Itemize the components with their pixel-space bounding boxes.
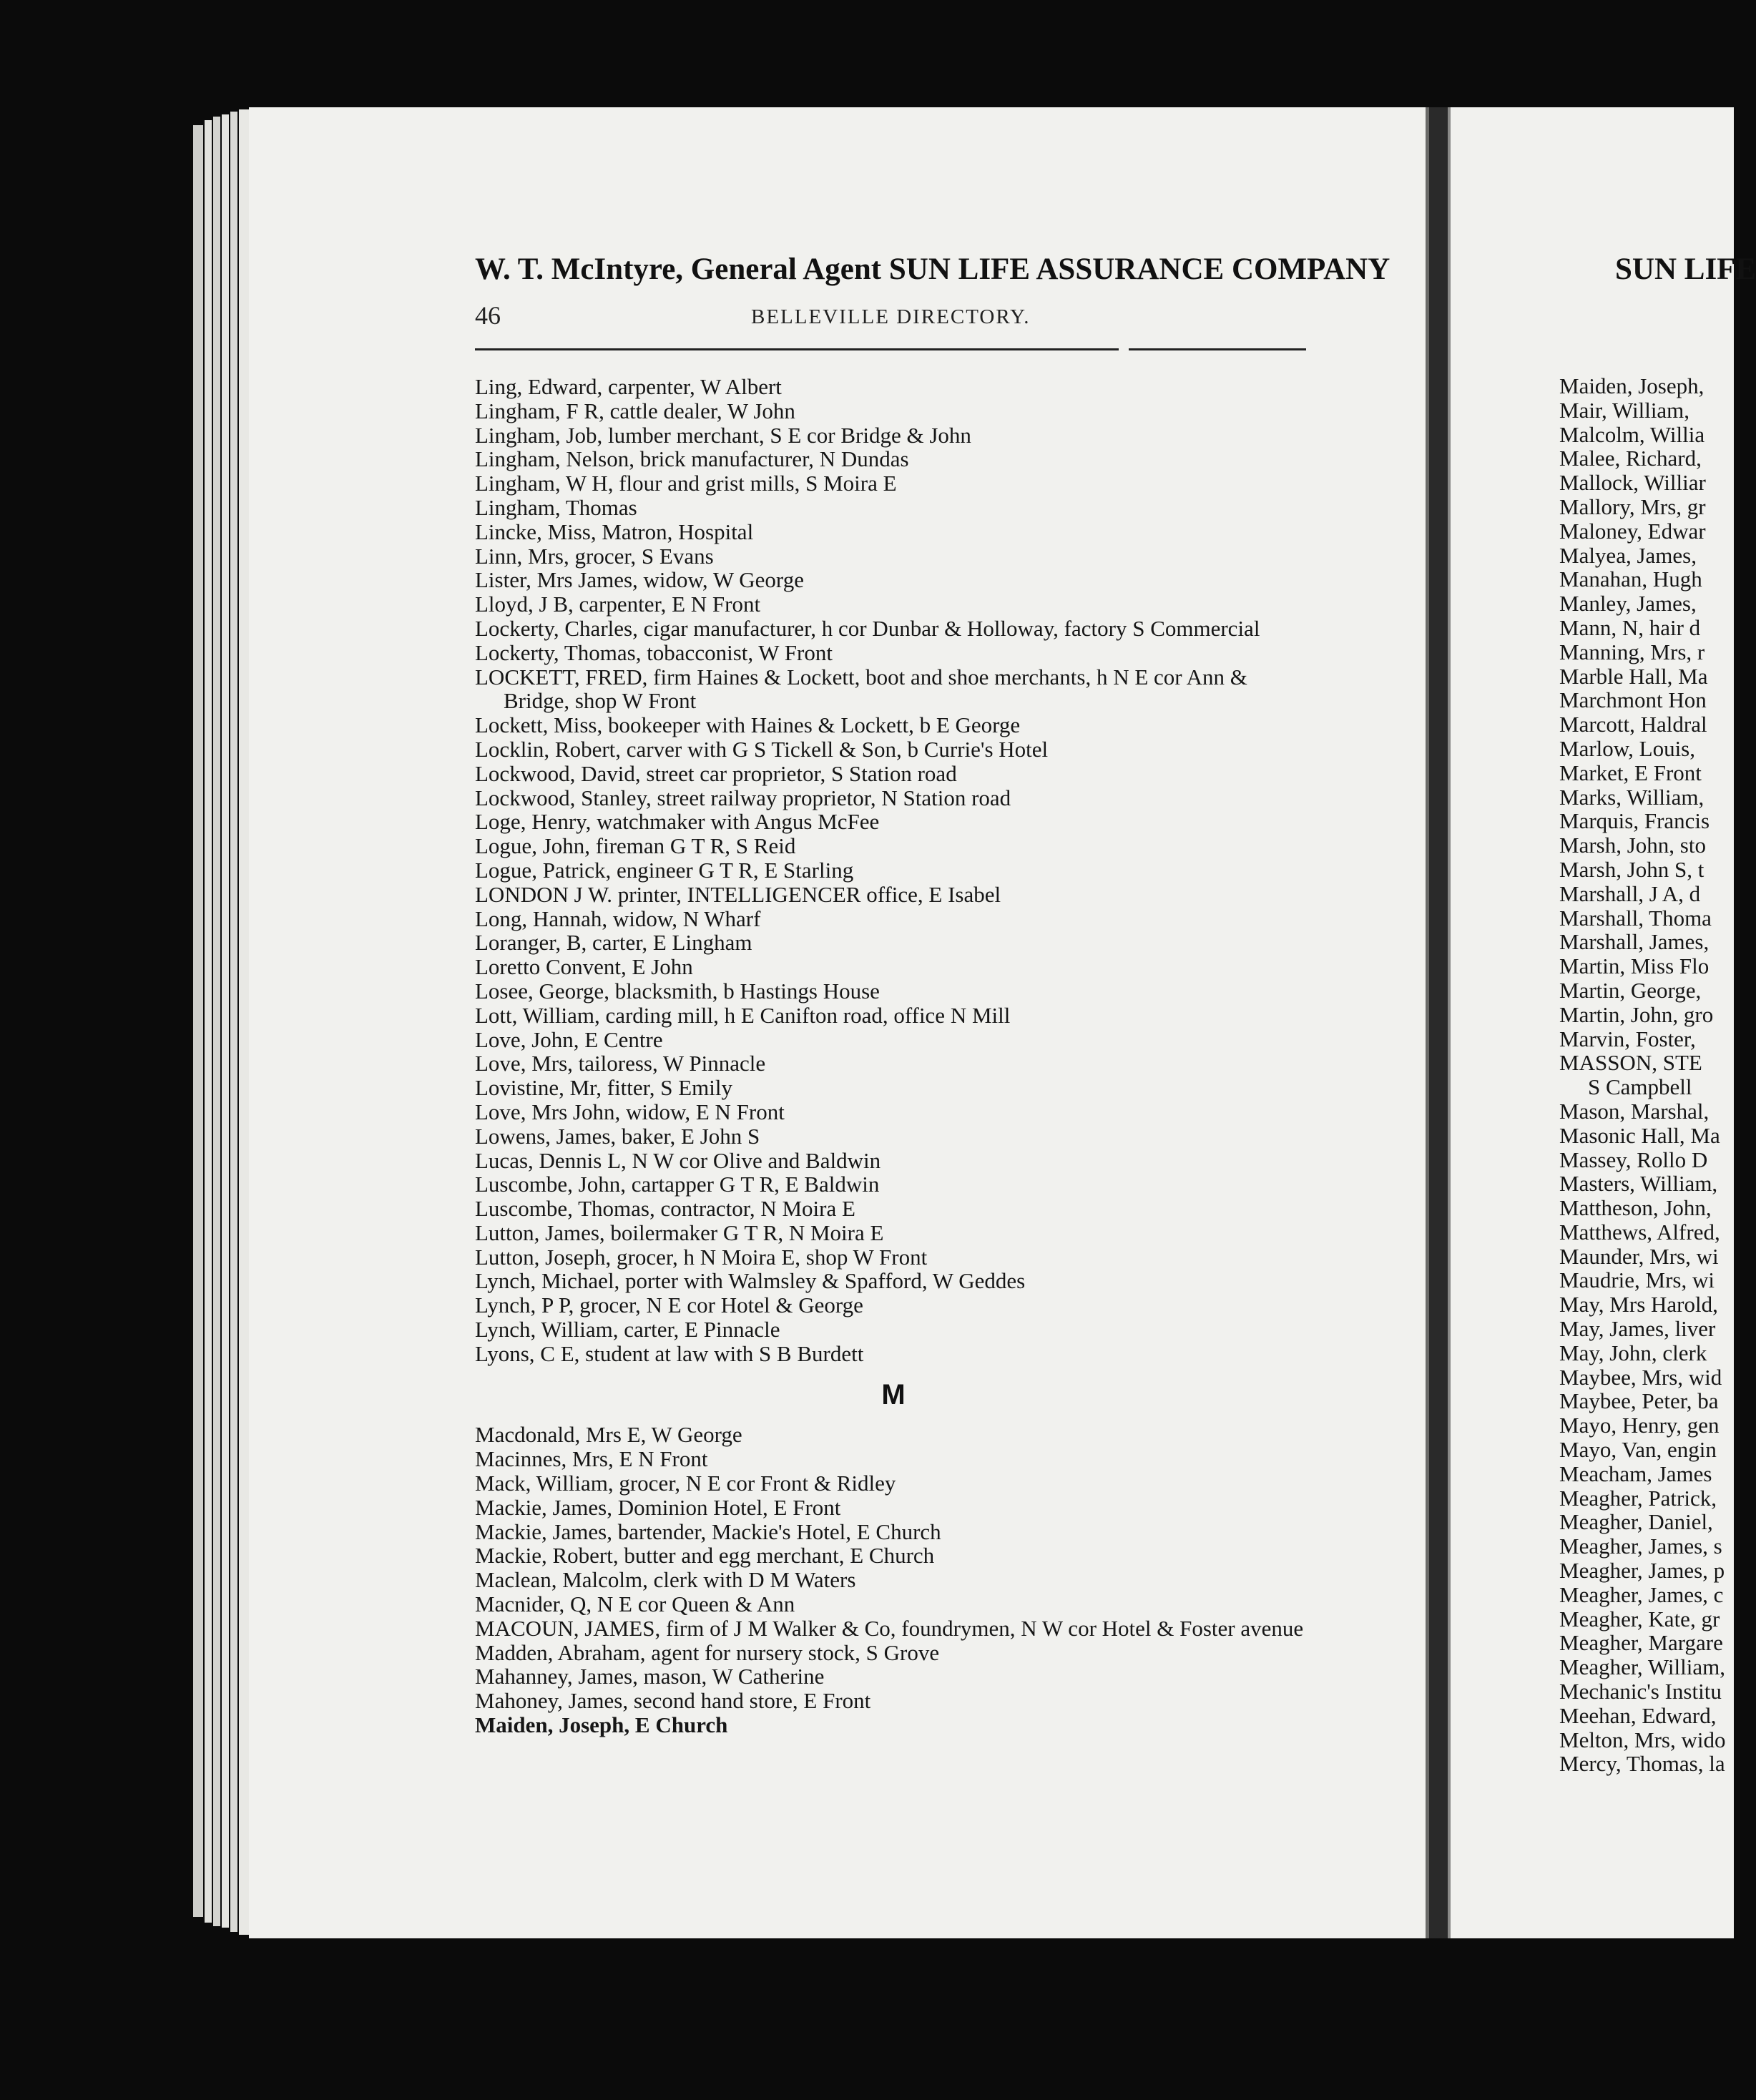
section-letter: M <box>881 1378 906 1410</box>
last-entry: Maiden, Joseph, E Church <box>475 1712 728 1738</box>
directory-entry: Marshall, Thoma <box>1559 905 1712 931</box>
directory-entry: Lynch, William, carter, E Pinnacle <box>475 1317 780 1343</box>
directory-entry: Mack, William, grocer, N E cor Front & Ridley <box>475 1471 896 1496</box>
directory-entry: Logue, Patrick, engineer G T R, E Starling <box>475 857 854 883</box>
page-number: 46 <box>475 301 501 330</box>
directory-entry: Ling, Edward, carpenter, W Albert <box>475 374 782 399</box>
directory-entry: Meehan, Edward, <box>1559 1702 1717 1728</box>
directory-entry: Lyons, C E, student at law with S B Burdett <box>475 1340 864 1366</box>
directory-entry: Macinnes, Mrs, E N Front <box>475 1446 708 1472</box>
directory-entry: Malyea, James, <box>1559 542 1697 568</box>
directory-entry: Martin, Miss Flo <box>1559 953 1710 979</box>
directory-entry: Mayo, Van, engin <box>1559 1437 1717 1463</box>
directory-entry: Manning, Mrs, r <box>1559 639 1705 664</box>
directory-entry: Love, John, E Centre <box>475 1026 663 1052</box>
directory-entry: Long, Hannah, widow, N Wharf <box>475 906 761 931</box>
right-page-entries <box>1559 374 1745 1776</box>
directory-entry: Maloney, Edwar <box>1559 518 1706 544</box>
directory-entry: Luscombe, Thomas, contractor, N Moira E <box>475 1196 855 1222</box>
directory-entry: Love, Mrs John, widow, E N Front <box>475 1099 785 1124</box>
directory-entry: Malee, Richard, <box>1559 446 1702 471</box>
directory-entry: Macdonald, Mrs E, W George <box>475 1422 742 1448</box>
directory-entry: Mattheson, John, <box>1559 1195 1712 1221</box>
directory-entry: Mallock, Williar <box>1559 470 1706 496</box>
directory-entry: Loretto Convent, E John <box>475 954 693 980</box>
directory-entry: Mackie, Robert, butter and egg merchant, E Church <box>475 1543 935 1569</box>
directory-entry: Mahanney, James, mason, W Catherine <box>475 1664 825 1689</box>
directory-entry: Macnider, Q, N E cor Queen & Ann <box>475 1591 795 1617</box>
directory-entry: Luscombe, John, cartapper G T R, E Baldwin <box>475 1172 880 1197</box>
directory-entry: Maybee, Peter, ba <box>1559 1388 1719 1414</box>
directory-entry: Lincke, Miss, Matron, Hospital <box>475 519 754 544</box>
directory-entry: Marquis, Francis <box>1559 808 1710 834</box>
directory-entry: Meagher, Kate, gr <box>1559 1606 1720 1632</box>
directory-entry: Lingham, Nelson, brick manufacturer, N Dundas <box>475 446 909 472</box>
directory-entry: Masters, William, <box>1559 1171 1718 1197</box>
directory-entry: Lockwood, Stanley, street railway proprietor, N Station road <box>475 785 1011 810</box>
directory-entry: Lutton, James, boilermaker G T R, N Moira E <box>475 1220 884 1245</box>
directory-entry: Lingham, F R, cattle dealer, W John <box>475 398 795 423</box>
directory-entry: May, James, liver <box>1559 1316 1716 1342</box>
entries-section-l <box>475 375 1312 1366</box>
directory-entry: Maiden, Joseph, <box>1559 373 1705 398</box>
directory-entry: Meagher, James, c <box>1559 1581 1724 1607</box>
directory-entry: May, Mrs Harold, <box>1559 1292 1718 1318</box>
directory-entry: Marshall, James, <box>1559 929 1710 955</box>
directory-entry: Lingham, Job, lumber merchant, S E cor Bridge & John <box>475 422 971 448</box>
directory-entry: Marvin, Foster, <box>1559 1026 1696 1051</box>
directory-entry: MACOUN, JAMES, firm of J M Walker & Co, foundrymen, N W cor Hotel & Foster avenue <box>475 1615 1304 1641</box>
directory-entry: Lutton, Joseph, grocer, h N Moira E, shop W Front <box>475 1244 928 1270</box>
directory-entry: Linn, Mrs, grocer, S Evans <box>475 543 714 569</box>
directory-entry: Martin, George, <box>1559 977 1702 1003</box>
directory-entries <box>475 375 1312 1737</box>
directory-entry: Maunder, Mrs, wi <box>1559 1243 1719 1269</box>
right-page-header: SUN LIFE <box>1615 252 1756 286</box>
directory-entry: Lockett, Miss, bookeeper with Haines & Lockett, b E George <box>475 712 1021 738</box>
directory-entry: Lingham, Thomas <box>475 494 637 520</box>
directory-entry: Lockerty, Charles, cigar manufacturer, h cor Dunbar & Holloway, factory S Commercial <box>475 615 1260 641</box>
directory-entry: Meagher, James, p <box>1559 1558 1725 1584</box>
directory-entry: May, John, clerk <box>1559 1340 1707 1365</box>
directory-entry: Malcolm, Willia <box>1559 421 1705 447</box>
directory-entry: Lloyd, J B, carpenter, E N Front <box>475 592 761 617</box>
directory-entry: Maclean, Malcolm, clerk with D M Waters <box>475 1567 856 1593</box>
directory-entry: Marcott, Haldral <box>1559 712 1707 737</box>
directory-entry: Losee, George, blacksmith, b Hastings House <box>475 978 880 1004</box>
directory-entry: Locklin, Robert, carver with G S Tickell & Son, b Currie's Hotel <box>475 736 1049 762</box>
directory-entry: Lingham, W H, flour and grist mills, S Moira E <box>475 471 897 496</box>
directory-entry: Lowens, James, baker, E John S <box>475 1123 760 1149</box>
directory-entry: Mann, N, hair d <box>1559 614 1701 640</box>
directory-entry: Market, E Front <box>1559 760 1702 785</box>
directory-entry: Loge, Henry, watchmaker with Angus McFee <box>475 809 880 835</box>
directory-entry: Melton, Mrs, wido <box>1559 1727 1726 1752</box>
directory-entry: Matthews, Alfred, <box>1559 1219 1720 1245</box>
directory-entry: Lockerty, Thomas, tobacconist, W Front <box>475 639 833 665</box>
directory-entry: Meagher, Daniel, <box>1559 1509 1713 1535</box>
directory-entry: Masonic Hall, Ma <box>1559 1122 1720 1148</box>
directory-entry: Meagher, William, <box>1559 1654 1725 1680</box>
directory-entry: Lott, William, carding mill, h E Canifton road, office N Mill <box>475 1002 1011 1028</box>
directory-entry: LOCKETT, FRED, firm Haines & Lockett, boot and shoe merchants, h N E cor Ann & Bridge, shop W Front <box>475 664 1247 714</box>
directory-entry: Marsh, John, sto <box>1559 833 1706 858</box>
directory-entry: Mair, William, <box>1559 397 1690 423</box>
directory-entry: Mallory, Mrs, gr <box>1559 494 1706 519</box>
directory-entry: Martin, John, gro <box>1559 1001 1714 1027</box>
directory-entry: Maudrie, Mrs, wi <box>1559 1267 1715 1293</box>
header-rule <box>475 348 1119 350</box>
directory-entry: Marchmont Hon <box>1559 687 1707 713</box>
directory-entry: LONDON J W. printer, INTELLIGENCER office, E Isabel <box>475 881 1001 907</box>
directory-entry: Marshall, J A, d <box>1559 880 1701 906</box>
directory-entry: Mackie, James, bartender, Mackie's Hotel, E Church <box>475 1518 941 1544</box>
directory-entry: Meacham, James <box>1559 1461 1712 1486</box>
directory-entry: Manley, James, <box>1559 591 1697 617</box>
directory-entry: Mason, Marshal, <box>1559 1098 1710 1124</box>
running-head: BELLEVILLE DIRECTORY. <box>751 305 1031 328</box>
directory-entry: Love, Mrs, tailoress, W Pinnacle <box>475 1051 766 1076</box>
directory-entry: MASSON, STE <box>1559 1050 1702 1076</box>
directory-entry: Logue, John, fireman G T R, S Reid <box>475 833 796 859</box>
directory-entry: Manahan, Hugh <box>1559 566 1702 592</box>
directory-entry: Mahoney, James, second hand store, E Front <box>475 1688 871 1714</box>
entries-section-m <box>475 1423 1312 1713</box>
directory-entry: Loranger, B, carter, E Lingham <box>475 930 752 956</box>
directory-entry: Marlow, Louis, <box>1559 735 1695 761</box>
directory-entry: Lucas, Dennis L, N W cor Olive and Baldwin <box>475 1147 881 1173</box>
directory-entry: Lister, Mrs James, widow, W George <box>475 567 804 593</box>
directory-entry: Maybee, Mrs, wid <box>1559 1364 1722 1390</box>
directory-entry: Lockwood, David, street car proprietor, S Station road <box>475 760 957 786</box>
directory-entry: Meagher, James, s <box>1559 1534 1722 1559</box>
directory-entry: Marsh, John S, t <box>1559 856 1705 882</box>
header-rule-short <box>1129 348 1306 350</box>
directory-entry: S Campbell <box>1588 1074 1692 1100</box>
directory-entry: Meagher, Patrick, <box>1559 1485 1717 1511</box>
directory-entry: Madden, Abraham, agent for nursery stock, S Grove <box>475 1639 940 1665</box>
directory-entry: Lovistine, Mr, fitter, S Emily <box>475 1075 733 1101</box>
directory-entry: Lynch, Michael, porter with Walmsley & Spafford, W Geddes <box>475 1268 1026 1294</box>
directory-entry: Mayo, Henry, gen <box>1559 1413 1720 1438</box>
directory-entry: Marks, William, <box>1559 784 1705 810</box>
directory-entry: Marble Hall, Ma <box>1559 663 1708 689</box>
directory-entry: Mercy, Thomas, la <box>1559 1751 1725 1777</box>
directory-entry: Mechanic's Institu <box>1559 1679 1722 1704</box>
directory-entry: Lynch, P P, grocer, N E cor Hotel & George <box>475 1292 863 1318</box>
directory-entry: Mackie, James, Dominion Hotel, E Front <box>475 1494 841 1520</box>
advertising-header: W. T. McIntyre, General Agent SUN LIFE ASSURANCE COMPANY <box>475 252 1390 286</box>
directory-entry: Massey, Rollo D <box>1559 1147 1708 1172</box>
directory-entry: Meagher, Margare <box>1559 1630 1723 1656</box>
